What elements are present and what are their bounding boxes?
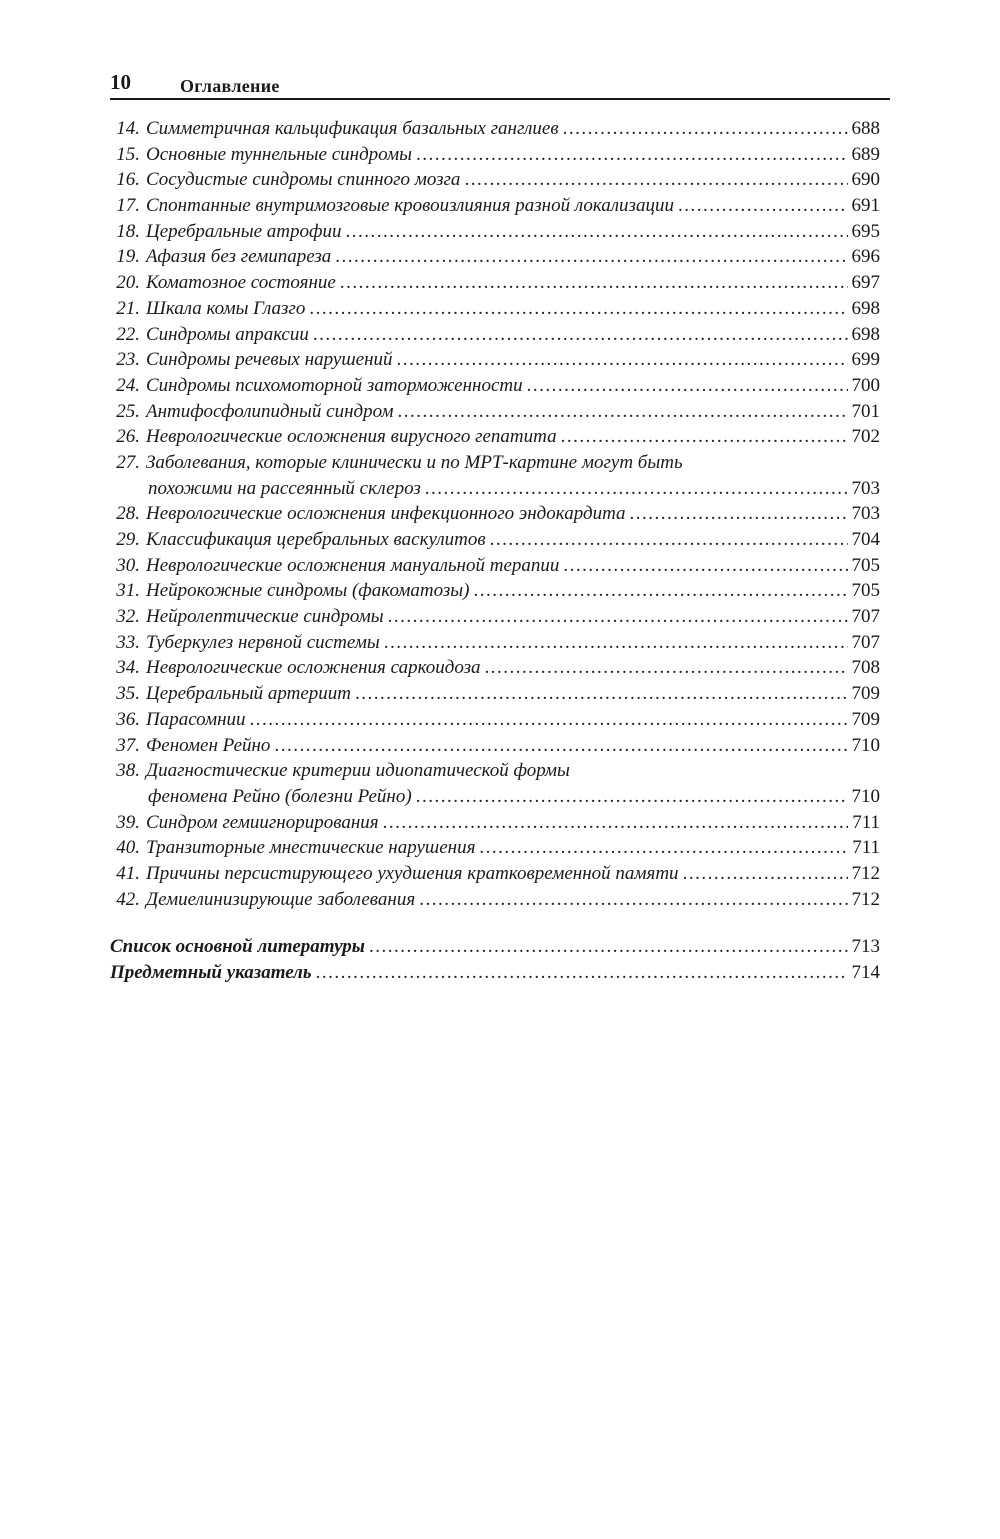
dot-leader: [355, 681, 848, 707]
toc-entry-label: [110, 167, 460, 193]
toc-entry-page: 714: [851, 962, 880, 983]
toc-entry-label: [110, 835, 475, 861]
toc-entry-page: 707: [851, 606, 880, 628]
toc-entry-label: [110, 527, 486, 553]
toc-entry-page: 705: [851, 554, 880, 576]
toc-entry[interactable]: [110, 244, 880, 270]
toc-entry[interactable]: [110, 142, 880, 168]
dot-leader: [678, 193, 848, 219]
dot-leader: [490, 527, 848, 553]
dot-leader: [485, 655, 848, 681]
toc-entry[interactable]: [110, 167, 880, 193]
toc-entry-page: 713: [851, 936, 880, 958]
dot-leader: [630, 501, 848, 527]
toc-entry-title: Список основной литературы: [110, 936, 365, 958]
dot-leader: [383, 810, 849, 836]
table-of-contents: [110, 116, 880, 986]
dot-leader: [398, 399, 848, 425]
toc-entry[interactable]: [110, 861, 880, 887]
dot-leader: [473, 578, 847, 604]
toc-entry-page: 688: [851, 118, 880, 139]
toc-entry-title: Коматозное состояние: [146, 272, 336, 294]
toc-entry-page: 705: [851, 580, 880, 602]
toc-entry-label: [110, 296, 305, 322]
toc-entry-page: 701: [851, 400, 880, 422]
dot-leader: [335, 244, 847, 270]
toc-entry-label: [110, 219, 342, 245]
toc-entry[interactable]: [110, 219, 880, 245]
toc-entry-title: Неврологические осложнения инфекционного эндокардита: [146, 503, 626, 525]
toc-entry-page: 709: [851, 708, 880, 730]
toc-entry-page: 698: [851, 297, 880, 319]
toc-entry[interactable]: [110, 270, 880, 296]
dot-leader: [416, 142, 848, 168]
dot-leader: [563, 116, 848, 142]
toc-entry-page: 691: [851, 195, 880, 217]
toc-entry-label: [110, 681, 351, 707]
toc-entry-page: 700: [851, 374, 880, 396]
dot-leader: [397, 347, 848, 373]
toc-entry-number: 34.: [116, 657, 140, 679]
toc-entry-page: 710: [851, 734, 880, 756]
toc-entry-title: Шкала комы Глазго: [146, 297, 306, 319]
toc-entry-page: 711: [852, 811, 880, 833]
toc-entry-title: Заболевания, которые клинически и по МРТ-картине могут быть: [146, 451, 683, 473]
toc-entry-number: 19.: [116, 246, 140, 268]
toc-entry-page: 707: [851, 631, 880, 653]
dot-leader: [419, 887, 847, 913]
dot-leader: [527, 373, 848, 399]
toc-entry-title: Предметный указатель: [110, 962, 312, 983]
toc-entry[interactable]: [110, 373, 880, 399]
toc-entry[interactable]: [110, 424, 880, 450]
toc-entry-number: 41.: [116, 862, 140, 884]
toc-entry-number: 21.: [116, 297, 140, 319]
toc-entry-label: [110, 553, 559, 579]
toc-entry-label: [110, 116, 559, 142]
toc-entry-label: [110, 604, 384, 630]
toc-entry-page: 695: [851, 220, 880, 242]
dot-leader: [250, 707, 848, 733]
toc-entry-number: 20.: [116, 272, 140, 294]
toc-entry-number: 35.: [116, 683, 140, 705]
dot-leader: [464, 167, 847, 193]
toc-entry-number: 30.: [116, 554, 140, 576]
toc-entry-number: 37.: [116, 734, 140, 756]
toc-entry-title: Транзиторные мнестические нарушения: [146, 837, 476, 859]
toc-entry-page: 689: [851, 143, 880, 165]
toc-entry-label: [110, 578, 469, 604]
toc-entry-number: 23.: [116, 349, 140, 371]
toc-entry-page: 709: [851, 683, 880, 705]
toc-entry[interactable]: [110, 501, 880, 527]
dot-leader: [388, 604, 848, 630]
dot-leader: [274, 733, 847, 759]
toc-entry-title: Церебральный артериит: [146, 683, 351, 705]
toc-spacer: [110, 912, 880, 934]
toc-entry-line[interactable]: [110, 450, 880, 476]
toc-entry-page: 710: [851, 785, 880, 807]
toc-entry-label: [110, 424, 557, 450]
toc-entry-label: [110, 399, 394, 425]
toc-entry-page: 712: [851, 862, 880, 884]
toc-entry-label: [110, 501, 626, 527]
toc-entry-title: Афазия без гемипареза: [146, 246, 332, 268]
dot-leader: [416, 784, 848, 810]
dot-leader: [313, 322, 848, 348]
toc-entry-title: Туберкулез нервной системы: [146, 631, 380, 653]
toc-entry[interactable]: [110, 553, 880, 579]
section-title: Оглавление: [180, 76, 280, 96]
toc-entry[interactable]: [110, 527, 880, 553]
toc-entry-label: [110, 270, 336, 296]
toc-entry-title: Неврологические осложнения вирусного гепатита: [146, 426, 557, 448]
toc-entry-page: 690: [851, 169, 880, 191]
toc-entry-page: 703: [851, 503, 880, 525]
toc-entry-page: 712: [851, 888, 880, 910]
toc-entry-title: Классификация церебральных васкулитов: [146, 529, 486, 550]
dot-leader: [346, 219, 848, 245]
toc-entry-title: Демиелинизирующие заболевания: [146, 888, 416, 910]
toc-back-matter-entry[interactable]: [110, 934, 880, 960]
toc-entry[interactable]: [110, 604, 880, 630]
toc-entry-title: Симметричная кальцификация базальных ганглиев: [146, 118, 559, 139]
toc-entry[interactable]: [110, 835, 880, 861]
toc-entry[interactable]: [110, 296, 880, 322]
toc-entry-title: Синдром гемиигнорирования: [146, 811, 379, 833]
toc-entry[interactable]: [110, 887, 880, 913]
dot-leader: [340, 270, 848, 296]
toc-entry[interactable]: [110, 810, 880, 836]
dot-leader: [369, 934, 848, 960]
toc-entry[interactable]: [110, 578, 880, 604]
toc-entry-page: 699: [851, 349, 880, 371]
toc-entry-title: Феномен Рейно: [146, 734, 271, 756]
toc-entry-number: 24.: [116, 374, 140, 396]
toc-entry[interactable]: [110, 681, 880, 707]
toc-entry-page: 704: [851, 529, 880, 550]
toc-entry[interactable]: [110, 733, 880, 759]
dot-leader: [683, 861, 848, 887]
toc-entry-number: 26.: [116, 426, 140, 448]
toc-entry-title: Парасомнии: [146, 708, 246, 730]
dot-leader: [316, 960, 848, 986]
toc-entry-label: [110, 373, 523, 399]
toc-entry-title: Сосудистые синдромы спинного мозга: [146, 169, 461, 191]
toc-entry-title: Спонтанные внутримозговые кровоизлияния разной локализации: [146, 195, 674, 217]
toc-entry-number: 27.: [116, 451, 140, 473]
toc-entry[interactable]: [110, 322, 880, 348]
toc-entry-label: [110, 347, 393, 373]
toc-entry-title: Синдромы апраксии: [146, 323, 309, 345]
toc-entry-label: [110, 655, 481, 681]
toc-entry-title: Неврологические осложнения саркоидоза: [146, 657, 481, 679]
toc-entry-number: 33.: [116, 631, 140, 653]
toc-entry[interactable]: [110, 655, 880, 681]
toc-entry-number: 15.: [116, 143, 140, 165]
toc-entry-number: 17.: [116, 195, 140, 217]
toc-entry-title: Нейрокожные синдромы (факоматозы): [146, 580, 470, 602]
toc-entry[interactable]: [110, 347, 880, 373]
toc-entry-title: Диагностические критерии идиопатической формы: [146, 760, 570, 782]
toc-entry-number: 14.: [116, 118, 140, 139]
toc-entry-label: [110, 861, 679, 887]
toc-entry-number: 38.: [116, 760, 140, 782]
toc-entry-title: Антифосфолипидный синдром: [146, 400, 394, 422]
toc-entry[interactable]: [110, 630, 880, 656]
toc-entry-label: [110, 322, 309, 348]
toc-entry-number: 36.: [116, 708, 140, 730]
toc-entry-label: [110, 887, 415, 913]
toc-entry[interactable]: [110, 116, 880, 142]
toc-entry-title: Причины персистирующего ухудшения кратковременной памяти: [146, 862, 679, 884]
toc-entry-number: 39.: [116, 811, 140, 833]
dot-leader: [309, 296, 847, 322]
toc-entry-label: [110, 142, 412, 168]
toc-entry-number: 42.: [116, 888, 140, 910]
toc-entry-number: 29.: [116, 529, 140, 550]
toc-entry-page: 697: [851, 272, 880, 294]
toc-entry-number: 16.: [116, 169, 140, 191]
toc-entry[interactable]: [110, 399, 880, 425]
toc-entry-number: 28.: [116, 503, 140, 525]
toc-entry-number: 32.: [116, 606, 140, 628]
page-header: [110, 66, 890, 100]
page-number: 10: [110, 70, 131, 94]
toc-entry-number: 18.: [116, 220, 140, 242]
dot-leader: [425, 476, 848, 502]
toc-entry[interactable]: [110, 707, 880, 733]
toc-entry-label: [110, 707, 246, 733]
toc-entry-title: Неврологические осложнения мануальной терапии: [146, 554, 560, 576]
toc-entry-title: Синдромы психомоторной заторможенности: [146, 374, 523, 396]
toc-entry-title: похожими на рассеянный склероз: [148, 477, 421, 499]
toc-entry-page: 702: [851, 426, 880, 448]
toc-entry-label: [110, 733, 270, 759]
toc-entry-title: феномена Рейно (болезни Рейно): [148, 785, 412, 807]
toc-entry-page: 711: [852, 837, 880, 859]
toc-entry[interactable]: [110, 476, 880, 502]
toc-entry-label: [110, 810, 379, 836]
toc-entry[interactable]: [110, 784, 880, 810]
toc-entry-page: 708: [851, 657, 880, 679]
dot-leader: [479, 835, 848, 861]
toc-entry-label: [110, 630, 380, 656]
toc-entry-title: Синдромы речевых нарушений: [146, 349, 393, 371]
toc-entry-number: 25.: [116, 400, 140, 422]
toc-entry-page: 696: [851, 246, 880, 268]
dot-leader: [561, 424, 848, 450]
toc-entry-number: 40.: [116, 837, 140, 859]
toc-entry-label: [110, 193, 674, 219]
toc-entry-page: 698: [851, 323, 880, 345]
toc-entry[interactable]: [110, 193, 880, 219]
toc-back-matter-entry[interactable]: [110, 960, 880, 986]
toc-entry-number: 31.: [116, 580, 140, 602]
toc-entry-title: Основные туннельные синдромы: [146, 143, 412, 165]
dot-leader: [563, 553, 847, 579]
dot-leader: [384, 630, 848, 656]
toc-entry-title: Церебральные атрофии: [146, 220, 342, 242]
toc-entry-page: 703: [851, 477, 880, 499]
toc-entry-label: [110, 244, 331, 270]
toc-entry-title: Нейролептические синдромы: [146, 606, 384, 628]
toc-entry-line[interactable]: [110, 758, 880, 784]
toc-entry-number: 22.: [116, 323, 140, 345]
